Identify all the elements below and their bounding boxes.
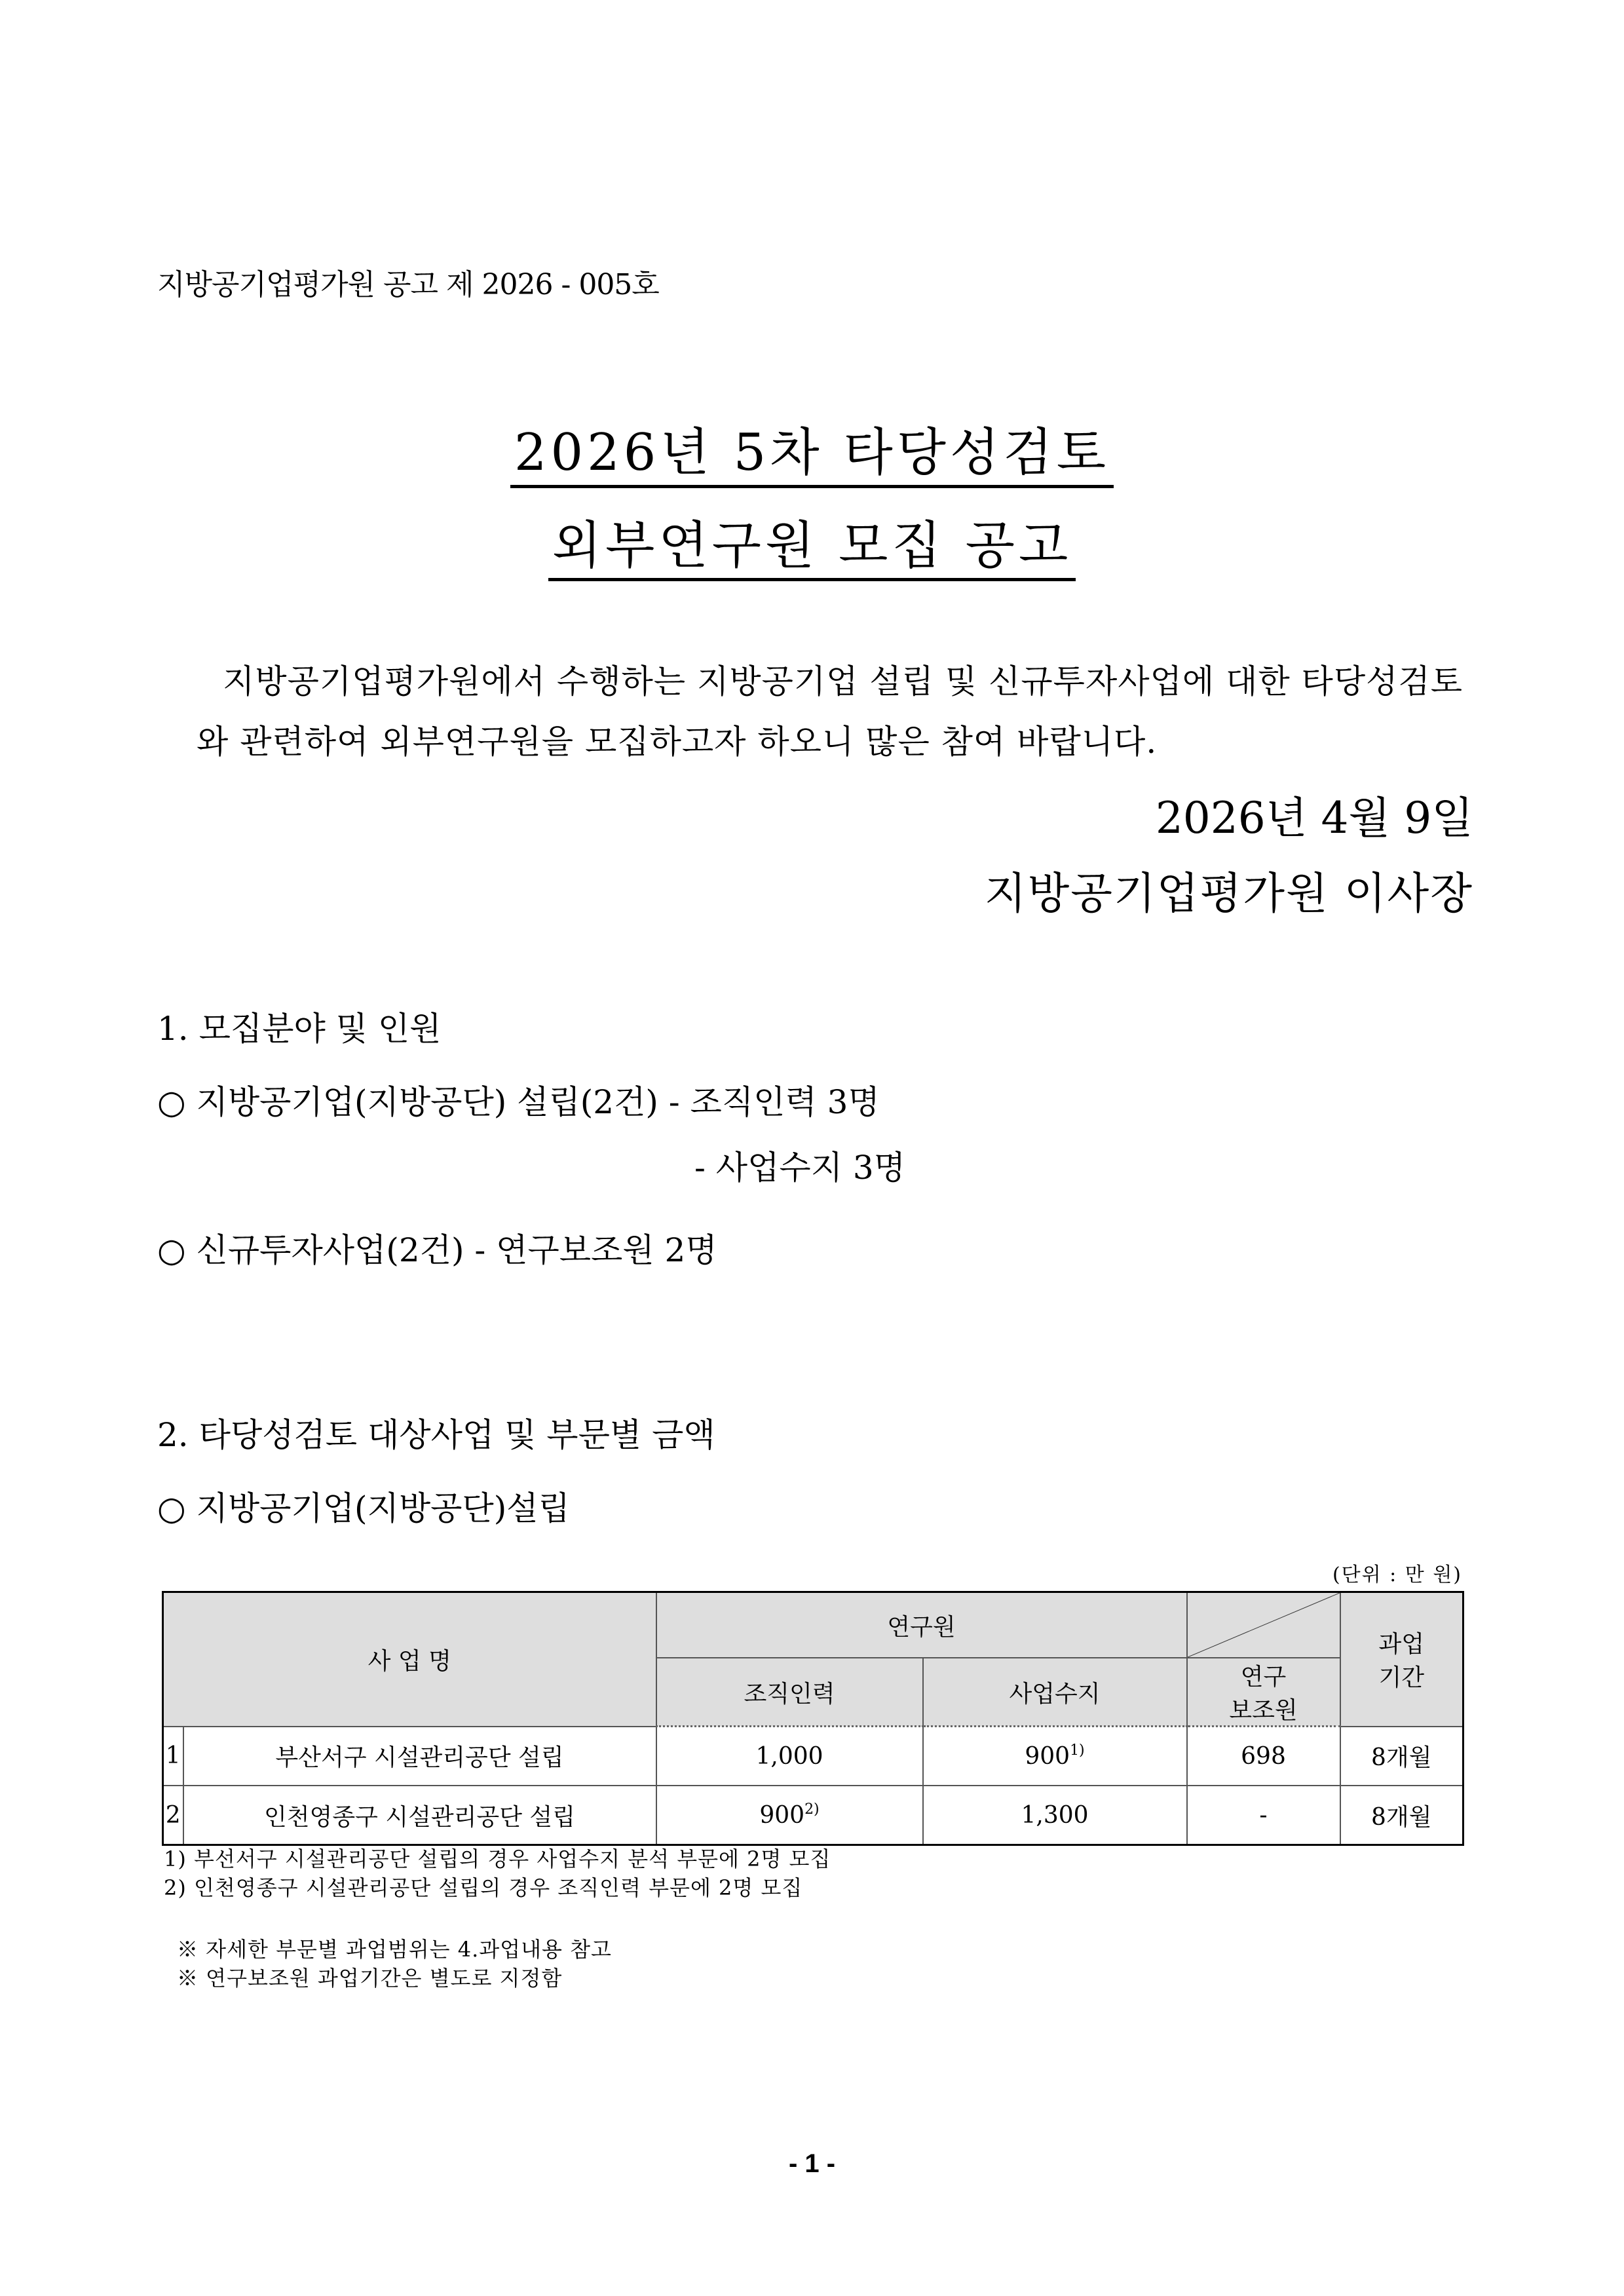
header-researcher-group: 연구원 <box>656 1592 1187 1658</box>
diagonal-line-icon <box>1188 1593 1340 1657</box>
row-number: 1 <box>163 1727 183 1786</box>
circle-bullet-icon: ○ <box>157 1083 186 1121</box>
project-name: 인천영종구 시설관리공단 설립 <box>183 1786 656 1845</box>
footnote-2: 2) 인천영종구 시설관리공단 설립의 경우 조직인력 부문에 2명 모집 <box>164 1875 803 1900</box>
section-2-heading: 2. 타당성검토 대상사업 및 부문별 금액 <box>157 1416 715 1454</box>
header-period: 과업 기간 <box>1340 1592 1463 1727</box>
biz-balance-amount: 900$^{1)}$ <box>923 1727 1187 1786</box>
table-row <box>163 1786 1463 1845</box>
row-number: 2 <box>163 1786 183 1845</box>
note-scope: ※ 자세한 부문별 과업범위는 4.과업내용 참고 <box>177 1937 612 1962</box>
header-biz-balance: 사업수지 <box>923 1658 1187 1727</box>
assistant-amount: 698 <box>1187 1727 1340 1786</box>
section-2-subheading: ○ 지방공기업(지방공단)설립 <box>157 1489 570 1527</box>
recruit-item-establishment: ○ 지방공기업(지방공단) 설립(2건) - 조직인력 3명 <box>157 1083 880 1121</box>
circle-bullet-icon: ○ <box>157 1231 186 1269</box>
title-line-1: 2026년 5차 타당성검토 <box>0 411 1624 485</box>
header-project-name: 사 업 명 <box>163 1592 656 1727</box>
recruit-item-establishment-sub: - 사업수지 3명 <box>694 1149 905 1187</box>
header-assistant: 연구 보조원 <box>1187 1658 1340 1727</box>
header-diagonal-cell <box>1187 1592 1340 1658</box>
title-line-2: 외부연구원 모집 공고 <box>0 505 1624 578</box>
assistant-amount: - <box>1187 1786 1340 1845</box>
issuer-signature: 지방공기업평가원 이사장 <box>984 868 1473 919</box>
project-period: 8개월 <box>1340 1786 1463 1845</box>
page-number: - 1 - <box>788 2149 836 2178</box>
section-1-heading: 1. 모집분야 및 인원 <box>157 1010 442 1048</box>
announcement-date: 2026년 4월 9일 <box>1155 793 1473 843</box>
intro-paragraph-line-2: 와 관련하여 외부연구원을 모집하고자 하오니 많은 참여 바랍니다. <box>197 723 1158 761</box>
org-staff-amount: 1,000 <box>656 1727 923 1786</box>
biz-balance-amount: 1,300 <box>923 1786 1187 1845</box>
table-row <box>163 1727 1463 1786</box>
announcement-number: 지방공기업평가원 공고 제 2026 - 005호 <box>157 268 659 301</box>
org-staff-amount: 900$^{2)}$ <box>656 1786 923 1845</box>
intro-paragraph-line-1: 지방공기업평가원에서 수행하는 지방공기업 설립 및 신규투자사업에 대한 타당성검토 <box>223 662 1463 700</box>
project-period: 8개월 <box>1340 1727 1463 1786</box>
budget-table <box>162 1591 1464 1846</box>
footnote-1: 1) 부선서구 시설관리공단 설립의 경우 사업수지 분석 부문에 2명 모집 <box>164 1846 831 1871</box>
recruit-item-new-investment: ○ 신규투자사업(2건) - 연구보조원 2명 <box>157 1231 717 1269</box>
unit-label: (단위 : 만 원) <box>1332 1563 1462 1586</box>
header-org-staff: 조직인력 <box>656 1658 923 1727</box>
note-assistant-period: ※ 연구보조원 과업기간은 별도로 지정함 <box>177 1966 563 1991</box>
project-name: 부산서구 시설관리공단 설립 <box>183 1727 656 1786</box>
